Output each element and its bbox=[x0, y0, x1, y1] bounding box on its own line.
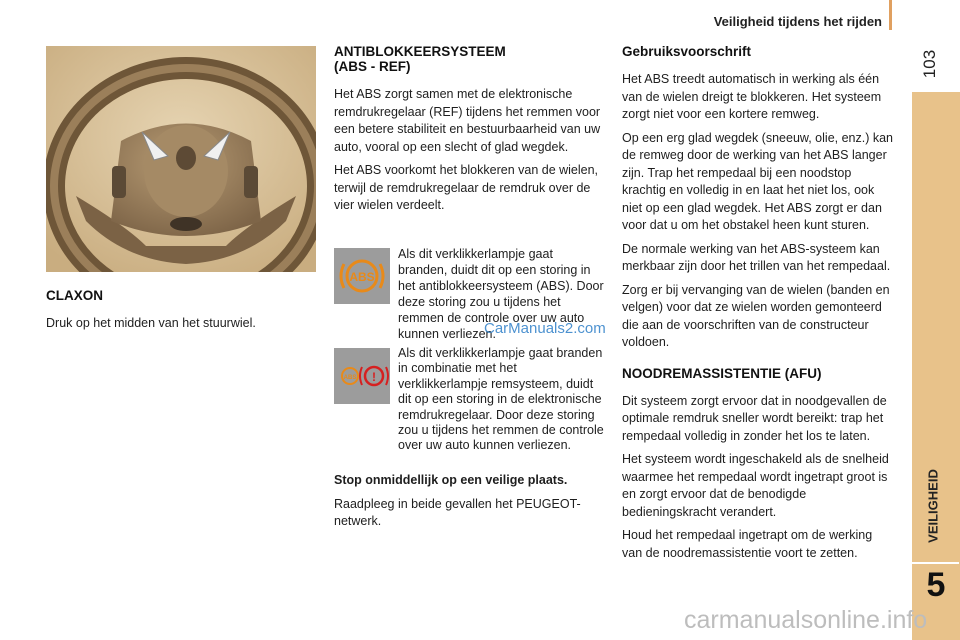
svg-text:!: ! bbox=[372, 370, 376, 384]
usage-paragraph: De normale werking van het ABS-systeem kan merkbaar zijn door het trillen van het rempedaal. bbox=[622, 241, 891, 273]
afu-paragraph: Dit systeem zorgt ervoor dat in noodgevallen de optimale remdruk sneller wordt bereikt: trap het rempedaal volledig in zonder het los te laten. bbox=[622, 393, 887, 443]
chapter-label bbox=[909, 458, 957, 554]
usage-paragraph: Op een erg glad wegdek (sneeuw, olie, enz.) kan de remweg door de werking van het ABS langer zijn. Trap het rempedaal bij een noodstop krachtig en volledig in en laat het niet los, ook niet op een glad wegdek. Het ABS zorgt er dan voor dat u om het obstakel heen kunt sturen. bbox=[622, 130, 894, 232]
chapter-divider bbox=[911, 562, 959, 564]
afu-paragraph: Houd het rempedaal ingetrapt om de werking van de noodremassistentie voort te zetten. bbox=[622, 528, 873, 560]
watermark-carmanualsonline: carmanualsonline.info bbox=[684, 606, 928, 634]
ref-warning-text: Als dit verklikkerlampje gaat branden in combinatie met het verklikkerlampje remsysteem, duidt dit op een storing in de elektronische remdrukregelaar. Door deze storing zou u tijdens het remmen de controle over uw auto kunnen verliezen. bbox=[398, 346, 604, 453]
abs-stop-section bbox=[334, 472, 606, 537]
claxon-section bbox=[46, 288, 316, 339]
header-divider bbox=[889, 0, 892, 30]
abs-section bbox=[334, 44, 606, 221]
chapter-side-tab bbox=[912, 92, 960, 640]
abs-warning-text: Als dit verklikkerlampje gaat branden, duidt dit op een storing in het antiblokkeersysteem (ABS). Door deze storing zou u tijdens het remmen de controle over uw auto kunnen verliezen. bbox=[398, 247, 604, 341]
usage-heading: Gebruiksvoorschrift bbox=[622, 44, 752, 59]
stop-text: Stop onmiddellijk op een veilige plaats. bbox=[334, 473, 568, 487]
consult-text: Raadpleeg in beide gevallen het PEUGEOT-netwerk. bbox=[334, 496, 581, 528]
abs-heading-line2: (ABS - REF) bbox=[334, 59, 411, 74]
usage-paragraph: Het ABS treedt automatisch in werking als één van de wielen dreigt te blokkeren. Het systeem zorgt niet voor een kortere remweg. bbox=[622, 72, 882, 121]
watermark-carmanuals: CarManuals2.com bbox=[484, 320, 606, 337]
abs-paragraph: Het ABS voorkomt het blokkeren van de wielen, terwijl de remdrukregelaar de remdruk over de vier wielen verdeelt. bbox=[334, 163, 599, 212]
page-number: 103 bbox=[920, 49, 939, 79]
chapter-label-text: VEILIGHEID bbox=[925, 469, 941, 543]
abs-paragraph: Het ABS zorgt samen met de elektronische remdrukregelaar (REF) tijdens het remmen voor een betere stabiliteit en bestuurbaarheid van uw auto, vooral op een slecht of glad wegdek. bbox=[334, 87, 601, 154]
usage-paragraph: Zorg er bij vervanging van de wielen (banden en velgen) voor dat ze wielen worden gemonteerd die aan de voorschriften van de constructeur voldoen. bbox=[622, 282, 890, 349]
abs-brake-warning-lamps-icon bbox=[334, 348, 390, 404]
abs-warning-lamp-icon bbox=[334, 248, 390, 304]
steering-wheel-illustration bbox=[46, 46, 316, 272]
claxon-heading: CLAXON bbox=[46, 288, 103, 303]
steering-wheel-photo bbox=[46, 46, 316, 272]
usage-section bbox=[622, 44, 894, 568]
afu-paragraph: Het systeem wordt ingeschakeld als de snelheid waarmee het rempedaal wordt ingetrapt groot is en zorgt ervoor dat de benodigde bedieningskracht verandert. bbox=[622, 452, 889, 519]
svg-text:ABS: ABS bbox=[349, 270, 375, 284]
afu-heading: NOODREMASSISTENTIE (AFU) bbox=[622, 365, 822, 381]
chapter-number: 5 bbox=[926, 566, 946, 604]
abs-heading-line1: ANTIBLOKKEERSYSTEEM bbox=[334, 44, 506, 59]
svg-text:ABS: ABS bbox=[343, 375, 357, 381]
claxon-text: Druk op het midden van het stuurwiel. bbox=[46, 316, 256, 330]
running-header: Veiligheid tijdens het rijden bbox=[713, 14, 882, 29]
